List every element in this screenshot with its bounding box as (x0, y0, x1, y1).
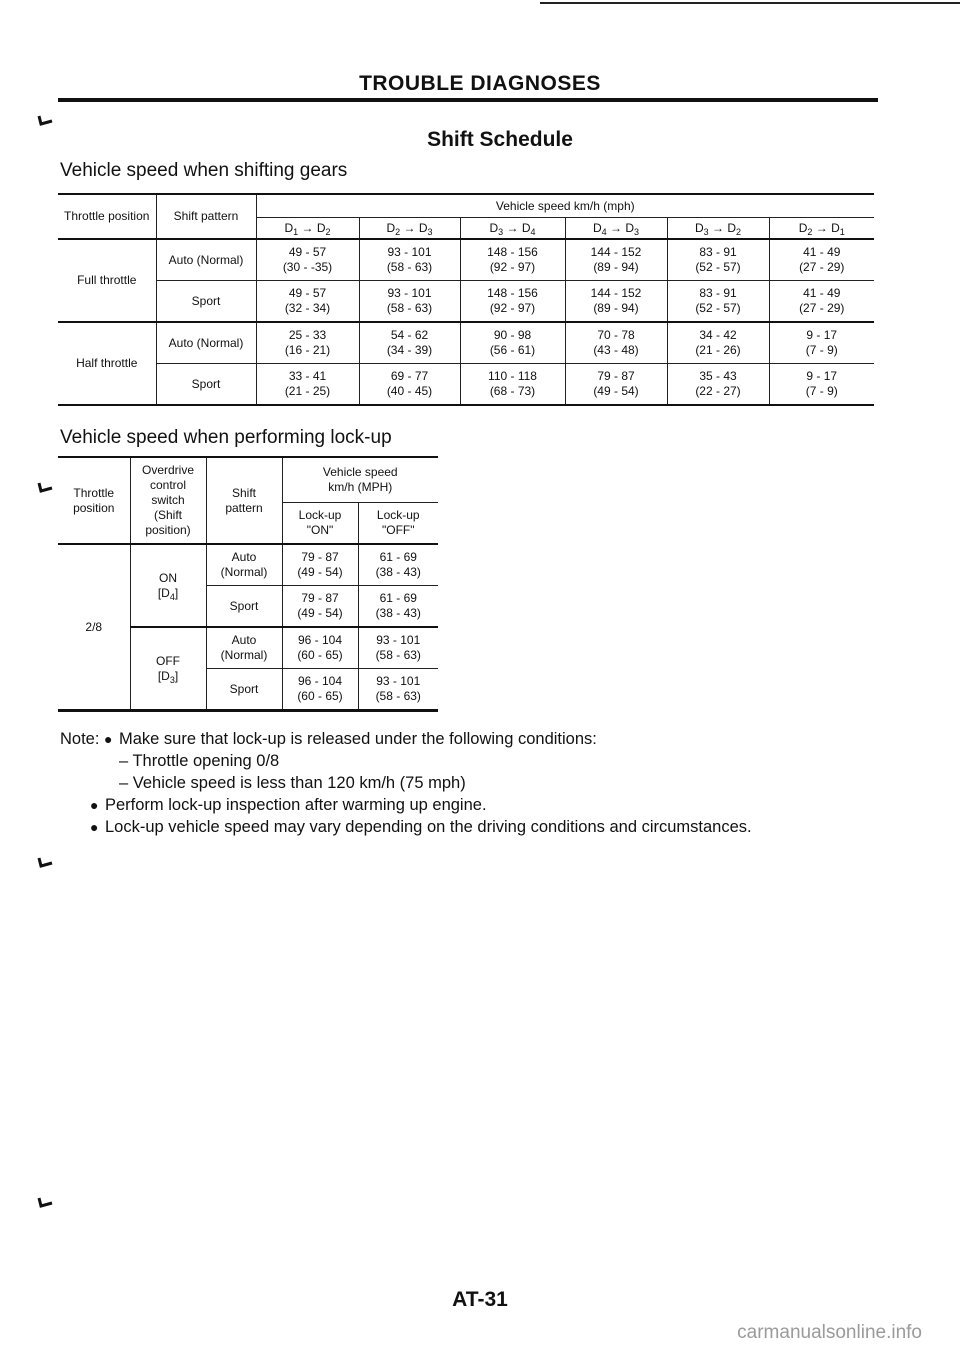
speed-value: (60 - 65) (297, 689, 343, 703)
speed-value: 90 - 98 (493, 328, 532, 342)
speed-cell (769, 322, 874, 364)
throttle-position-header: Throttle position (64, 209, 150, 223)
speed-value: (7 - 9) (805, 384, 838, 398)
pattern-text: Auto (231, 550, 257, 564)
margin-tick-icon (37, 1197, 53, 1211)
switch-position-cell (130, 627, 206, 711)
speed-value: (43 - 48) (593, 343, 639, 357)
header-text: Shift (231, 485, 256, 500)
speed-value: (92 - 97) (489, 301, 536, 315)
header-row (58, 457, 438, 503)
speed-value: (49 - 54) (297, 565, 343, 579)
speed-cell (460, 364, 565, 406)
speed-value: (52 - 57) (695, 260, 741, 274)
shift-pattern-cell (206, 669, 282, 711)
speed-value: 54 - 62 (390, 328, 429, 342)
header-text: switch (151, 493, 185, 507)
speed-value: 96 - 104 (297, 633, 343, 647)
speed-value: (68 - 73) (489, 384, 536, 398)
speed-cell (769, 364, 874, 406)
shift-pattern-cell: Auto (Normal) (156, 239, 256, 281)
speed-value: 79 - 87 (301, 591, 339, 605)
speed-value: 35 - 43 (699, 369, 737, 383)
speed-value: 61 - 69 (379, 550, 417, 564)
speed-value: (58 - 63) (386, 260, 433, 274)
margin-tick-icon (37, 482, 53, 496)
shift-pattern-header: Shift pattern (156, 194, 256, 239)
speed-cell (667, 364, 769, 406)
gear-from: D (386, 220, 396, 235)
gear-to-sub: 2 (736, 226, 742, 237)
note-text: – Throttle opening 0/8 (119, 752, 280, 770)
note-line (60, 750, 900, 772)
table-row (58, 239, 874, 281)
header-text: position (73, 500, 115, 515)
shift-table-heading: Vehicle speed when shifting gears (60, 160, 348, 181)
speed-value: (49 - 54) (297, 606, 343, 620)
bracket: ] (174, 668, 179, 683)
switch-state: OFF (156, 653, 180, 668)
page-number: AT-31 (452, 1288, 508, 1311)
header-text: control (149, 478, 187, 492)
speed-cell (460, 281, 565, 323)
speed-value: (27 - 29) (799, 260, 845, 274)
speed-value: 144 - 152 (590, 286, 642, 300)
vehicle-speed-header (282, 457, 438, 503)
speed-value: 96 - 104 (297, 674, 343, 688)
speed-value: 148 - 156 (487, 245, 538, 259)
speed-value: (92 - 97) (489, 260, 536, 274)
gear-to-sub: 3 (427, 226, 433, 237)
transition-header (667, 218, 769, 240)
speed-value: 69 - 77 (390, 369, 429, 383)
gear-to-sub: 4 (530, 226, 536, 237)
throttle-cell: Half throttle (58, 322, 156, 405)
gear-from: D (592, 220, 602, 235)
bracket: ] (174, 585, 179, 600)
switch-position-cell (130, 544, 206, 627)
speed-cell (769, 239, 874, 281)
transition-header (460, 218, 565, 240)
bullet-icon: ● (90, 819, 99, 835)
shift-pattern-cell: Auto (Normal) (156, 322, 256, 364)
bullet-icon: ● (90, 797, 99, 813)
speed-value: 93 - 101 (387, 286, 432, 300)
header-text: position) (145, 523, 191, 537)
gear-from: D (694, 220, 704, 235)
gear-to: D (727, 220, 736, 235)
lockup-off-cell (358, 544, 438, 586)
speed-value: 9 - 17 (806, 369, 838, 383)
speed-cell (565, 364, 667, 406)
gear-position-sub: 4 (169, 591, 175, 602)
speed-cell (359, 239, 460, 281)
gear-from-sub: 3 (703, 226, 709, 237)
shift-pattern-cell (206, 627, 282, 669)
speed-value: (60 - 65) (297, 648, 343, 662)
lockup-off-cell (358, 669, 438, 711)
speed-value: 25 - 33 (288, 328, 327, 342)
speed-value: 79 - 87 (597, 369, 635, 383)
header-text: Throttle (73, 485, 115, 500)
transition-header (565, 218, 667, 240)
arrow-icon: → (400, 220, 419, 235)
lockup-on-cell (282, 544, 358, 586)
speed-cell (769, 281, 874, 323)
throttle-cell: Full throttle (58, 239, 156, 322)
speed-value: 93 - 101 (387, 245, 432, 259)
vehicle-speed-header: Vehicle speed km/h (mph) (256, 194, 874, 218)
speed-value: 41 - 49 (803, 286, 841, 300)
pattern-text: Auto (231, 633, 257, 647)
shift-pattern-cell: Sport (156, 281, 256, 323)
speed-cell (256, 239, 359, 281)
speed-value: (21 - 25) (284, 384, 331, 398)
shift-pattern-cell (206, 586, 282, 628)
speed-cell (565, 281, 667, 323)
speed-value: (38 - 43) (375, 606, 421, 620)
speed-value: 33 - 41 (288, 369, 327, 383)
speed-value: (34 - 39) (386, 343, 433, 357)
gear-to: D (625, 220, 634, 235)
note-line (60, 728, 900, 750)
bracket: [ (157, 585, 162, 600)
speed-value: 41 - 49 (803, 245, 841, 259)
header-text: Lock-up (376, 508, 420, 522)
speed-cell (460, 322, 565, 364)
gear-to-sub: 1 (839, 226, 845, 237)
header-text: km/h (MPH) (328, 480, 393, 494)
speed-value: 148 - 156 (487, 286, 538, 300)
speed-value: (16 - 21) (284, 343, 331, 357)
arrow-icon: → (812, 220, 832, 235)
speed-cell (359, 364, 460, 406)
speed-cell (565, 239, 667, 281)
speed-value: (27 - 29) (799, 301, 845, 315)
pattern-text: Sport (229, 681, 259, 696)
speed-cell (667, 239, 769, 281)
speed-value: 9 - 17 (806, 328, 838, 342)
gear-to: D (418, 220, 428, 235)
page-header-title: TROUBLE DIAGNOSES (359, 72, 601, 95)
speed-value: (38 - 43) (375, 565, 421, 579)
speed-value: (21 - 26) (695, 343, 741, 357)
speed-value: (52 - 57) (695, 301, 741, 315)
speed-value: 49 - 57 (288, 245, 327, 259)
switch-state: ON (159, 570, 177, 585)
throttle-cell: 2/8 (58, 544, 130, 711)
speed-value: (7 - 9) (805, 343, 838, 357)
speed-cell (460, 239, 565, 281)
gear-position: D (161, 668, 170, 683)
speed-value: 144 - 152 (590, 245, 642, 259)
transition-header (769, 218, 874, 240)
note-line (60, 772, 900, 794)
overdrive-switch-header (130, 457, 206, 544)
gear-from-sub: 2 (807, 226, 813, 237)
header-text: "ON" (306, 523, 334, 537)
bullet-icon: ● (104, 731, 113, 747)
lockup-off-cell (358, 627, 438, 669)
lockup-table-heading: Vehicle speed when performing lock-up (60, 427, 392, 448)
margin-tick-icon (37, 857, 53, 871)
lockup-on-cell (282, 627, 358, 669)
lockup-off-header (358, 503, 438, 545)
header-text: pattern (225, 500, 263, 515)
speed-value: (40 - 45) (386, 384, 433, 398)
speed-cell (667, 281, 769, 323)
pattern-text: Sport (229, 598, 259, 613)
margin-tick-icon (37, 115, 53, 129)
header-text: Overdrive (141, 463, 194, 477)
table-row (58, 281, 874, 323)
note-text: Lock-up vehicle speed may vary depending on the driving conditions and circumstances. (105, 818, 752, 836)
gear-from-sub: 1 (293, 226, 299, 237)
transition-header (359, 218, 460, 240)
note-text: Perform lock-up inspection after warming up engine. (105, 796, 487, 814)
header-text: Lock-up (298, 508, 342, 522)
speed-value: (58 - 63) (375, 689, 421, 703)
header-text: (Shift (153, 508, 182, 522)
speed-cell (256, 281, 359, 323)
gear-from: D (284, 220, 294, 235)
arrow-icon: → (708, 220, 728, 235)
top-edge-rule (540, 2, 960, 4)
gear-to: D (521, 220, 531, 235)
shift-schedule-table (58, 193, 874, 406)
speed-value: (49 - 54) (593, 384, 639, 398)
speed-value: 83 - 91 (699, 286, 737, 300)
speed-cell (359, 281, 460, 323)
pattern-text: (Normal) (220, 648, 268, 662)
transition-header (256, 218, 359, 240)
lockup-off-cell (358, 586, 438, 628)
arrow-icon: → (503, 220, 522, 235)
pattern-text: (Normal) (220, 565, 268, 579)
speed-value: 70 - 78 (597, 328, 635, 342)
header-rule (58, 98, 878, 102)
speed-value: 93 - 101 (376, 674, 421, 688)
lockup-speed-table (58, 456, 438, 712)
shift-pattern-cell (206, 544, 282, 586)
speed-value: 110 - 118 (488, 369, 537, 383)
header-row (58, 194, 874, 218)
bracket: [ (157, 668, 162, 683)
gear-from: D (798, 220, 808, 235)
watermark: carmanualsonline.info (737, 1322, 922, 1343)
speed-value: (89 - 94) (593, 301, 639, 315)
gear-from-sub: 4 (601, 226, 607, 237)
gear-from-sub: 3 (498, 226, 504, 237)
speed-value: 49 - 57 (288, 286, 327, 300)
table-row (58, 322, 874, 364)
shift-pattern-header (206, 457, 282, 544)
speed-value: (58 - 63) (375, 648, 421, 662)
arrow-icon: → (606, 220, 626, 235)
table-row (58, 544, 438, 586)
gear-to-sub: 3 (634, 226, 640, 237)
lockup-on-header (282, 503, 358, 545)
table-row (58, 364, 874, 406)
speed-value: 61 - 69 (379, 591, 417, 605)
lockup-on-cell (282, 586, 358, 628)
speed-value: 34 - 42 (699, 328, 737, 342)
arrow-icon: → (298, 220, 317, 235)
speed-value: (32 - 34) (284, 301, 331, 315)
shift-pattern-cell: Sport (156, 364, 256, 406)
speed-value: 83 - 91 (699, 245, 737, 259)
gear-to: D (831, 220, 840, 235)
note-text: Make sure that lock-up is released under the following conditions: (119, 730, 597, 748)
note-text: – Vehicle speed is less than 120 km/h (75 mph) (119, 774, 466, 792)
gear-to-sub: 2 (325, 226, 331, 237)
speed-value: (56 - 61) (489, 343, 536, 357)
speed-value: (22 - 27) (695, 384, 741, 398)
header-text: Vehicle speed (322, 465, 398, 479)
speed-value: (30 - -35) (282, 260, 333, 274)
note-label: Note: (60, 730, 100, 748)
speed-value: 79 - 87 (301, 550, 339, 564)
speed-cell (256, 364, 359, 406)
speed-value: 93 - 101 (376, 633, 421, 647)
gear-from: D (489, 220, 499, 235)
note-line (60, 794, 900, 816)
header-text: "OFF" (381, 523, 415, 537)
speed-cell (256, 322, 359, 364)
note-line (60, 816, 900, 838)
gear-position-sub: 3 (169, 674, 175, 685)
notes-block (60, 728, 900, 838)
speed-cell (667, 322, 769, 364)
gear-position: D (161, 585, 170, 600)
speed-value: (58 - 63) (386, 301, 433, 315)
gear-to: D (316, 220, 326, 235)
speed-cell (359, 322, 460, 364)
speed-value: (89 - 94) (593, 260, 639, 274)
lockup-on-cell (282, 669, 358, 711)
gear-from-sub: 2 (395, 226, 401, 237)
section-title: Shift Schedule (427, 128, 573, 151)
throttle-position-header (58, 457, 130, 544)
speed-cell (565, 322, 667, 364)
